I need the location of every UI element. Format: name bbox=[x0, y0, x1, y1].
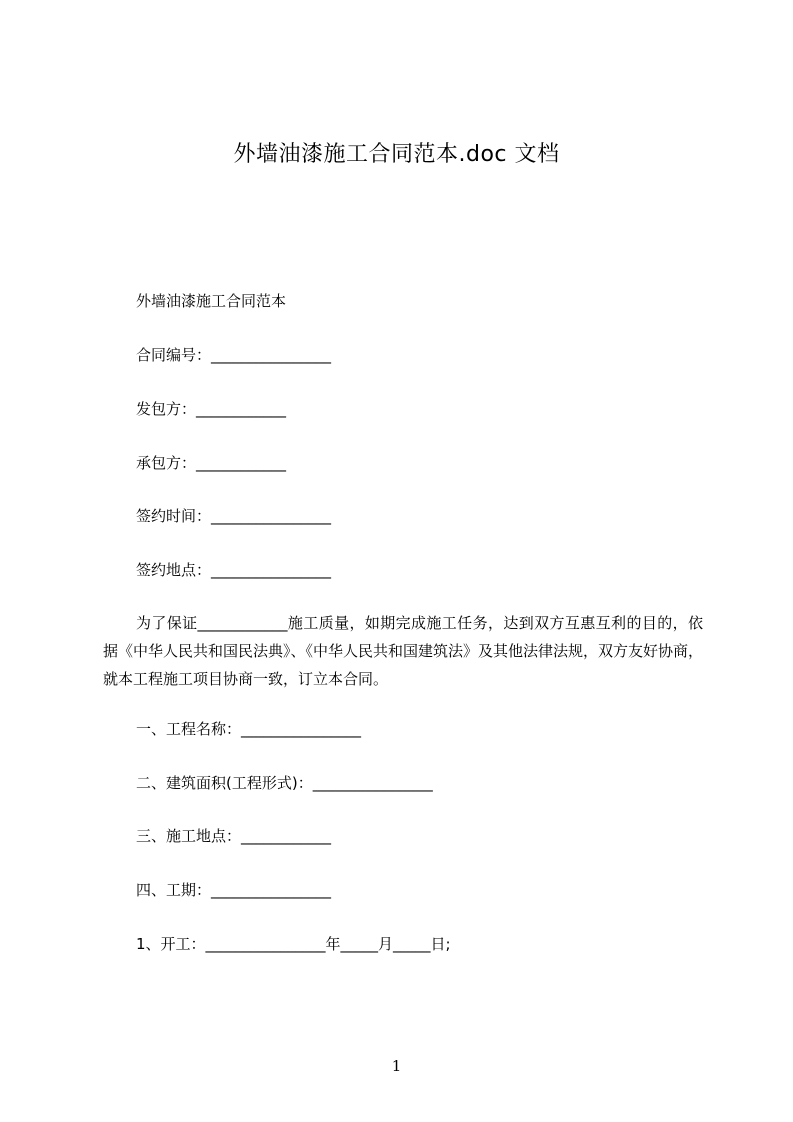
schedule-item: 四、工期：________________ bbox=[136, 881, 332, 899]
sign-place-field: 签约地点：________________ bbox=[136, 561, 332, 579]
contract-heading: 外墙油漆施工合同范本 bbox=[136, 292, 287, 310]
intro-paragraph: 为了保证____________施工质量，如期完成施工任务，达到双方互惠互利的目的，依据《中华人民共和国民法典》、《中华人民共和国建筑法》及其他法律法规，双方友好协商，就本工程施工项目协商一致，订立本合同。 bbox=[103, 614, 704, 688]
party-a-field: 发包方：____________ bbox=[136, 400, 287, 418]
party-b-field: 承包方：____________ bbox=[136, 454, 287, 472]
document-title: 外墙油漆施工合同范本.doc 文档 bbox=[233, 142, 560, 167]
start-date-item: 1、开工：________________年_____月_____日; bbox=[136, 935, 451, 953]
page-number: 1 bbox=[391, 1057, 402, 1075]
construction-site-item: 三、施工地点：____________ bbox=[136, 827, 332, 845]
contract-number-field: 合同编号：________________ bbox=[136, 346, 332, 364]
sign-time-field: 签约时间：________________ bbox=[136, 507, 332, 525]
building-area-item: 二、建筑面积(工程形式)：________________ bbox=[136, 774, 433, 792]
project-name-item: 一、工程名称：________________ bbox=[136, 720, 362, 738]
